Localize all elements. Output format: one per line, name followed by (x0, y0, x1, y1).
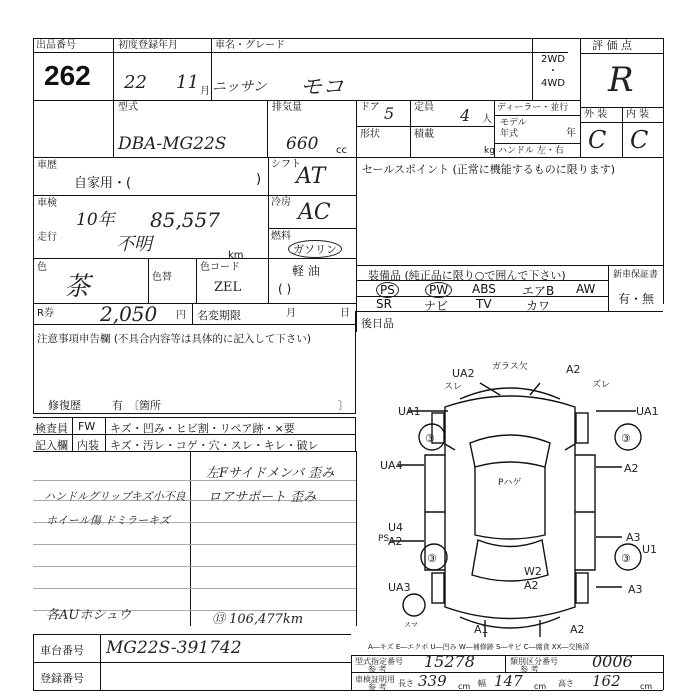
reg-cert-label: 車検証明用 (355, 675, 395, 684)
interior-entry-label: 内装 (77, 439, 99, 452)
car-damage-diagram (360, 355, 665, 655)
height-label: 高さ (558, 679, 574, 688)
diag-label-ua1-left: UA1 (398, 405, 421, 418)
year-unit: 年 (566, 128, 576, 139)
history-label: 車歴 (37, 160, 57, 171)
diag-circle-rr: ③ (621, 552, 631, 565)
km-unit: km (228, 250, 244, 261)
diag-label-a2-bottom: A2 (570, 623, 585, 636)
diag-label-a3-right: A3 (626, 531, 641, 544)
width-unit: cm (534, 682, 547, 691)
car-name-label: 車名・グレード (215, 40, 285, 51)
color-label: 色 (37, 262, 47, 273)
entry-label: 記入欄 (35, 439, 68, 452)
equip-sr: SR (376, 297, 392, 311)
length-value: 339 (418, 672, 447, 690)
width-value: 147 (494, 672, 523, 690)
fw-label: FW (78, 420, 96, 433)
maker-name: ニッサン (212, 79, 267, 95)
history-value: 自家用・( (74, 176, 132, 191)
diag-label-w2: W2 (524, 565, 542, 578)
handwritten-note-5: 各AUホシュウ (46, 608, 132, 623)
fuel-paren: ( ) (278, 282, 292, 296)
height-value: 162 (592, 672, 621, 690)
diag-circle-fr: ③ (621, 432, 631, 445)
diag-label-a2-top: A2 (566, 363, 581, 376)
first-reg-month: 11 (176, 72, 199, 93)
diag-label-u1: U1 (642, 543, 658, 556)
diag-label-a3-rear: A3 (628, 583, 643, 596)
displacement-label: 排気量 (272, 102, 302, 113)
height-unit: cm (640, 682, 653, 691)
diag-label-phage: Pハゲ (498, 478, 522, 488)
diag-circle-rl: ③ (427, 552, 437, 565)
handwritten-note-2: ロアサポート 歪み (208, 490, 317, 505)
grade-label: 評 価 点 (592, 39, 632, 52)
sales-point-label: セールスポイント (正常に機能するものに限ります) (362, 163, 616, 176)
inspector-label: 検査員 (35, 422, 68, 435)
width-label: 幅 (478, 679, 486, 688)
handwritten-note-1: 左Fサイドメンバ 歪み (206, 466, 335, 481)
repair-close: 〕 (338, 399, 349, 412)
name-change-label: 名変期限 (197, 309, 241, 322)
model-name: モコ (300, 75, 345, 100)
diag-label-a2-rear: A2 (524, 579, 539, 592)
warranty-value: 有・無 (618, 292, 655, 306)
ref-label-3: 参 考 (368, 683, 387, 692)
displacement-unit: cc (336, 145, 347, 156)
type-label: 型式 (118, 102, 138, 113)
diag-label-spare: スマ (404, 621, 418, 629)
diag-label-ps: PS (378, 534, 390, 544)
class-value: 0006 (592, 652, 633, 671)
displacement-value: 660 (286, 134, 319, 154)
color-value: 茶 (64, 272, 91, 302)
history-close: ) (256, 172, 262, 187)
equip-leather: カワ (526, 299, 551, 313)
capacity-value: 4 (460, 106, 471, 125)
exterior-grade: C (588, 126, 607, 154)
name-change-month: 月 (286, 308, 296, 319)
aftermarket-label: 後日品 (361, 317, 394, 330)
handle-label: ハンドル 左・右 (498, 146, 564, 156)
shape-label: 形状 (360, 129, 380, 140)
first-reg-label: 初度登録年月 (118, 40, 178, 51)
first-reg-year: 22 (124, 72, 147, 93)
repair-label: 修復歴 (48, 399, 81, 412)
chassis-label: 車台番号 (40, 644, 84, 657)
mileage-value: 85,557 (150, 208, 220, 232)
type-cert-value: 15278 (424, 652, 475, 671)
diagram-legend: A―キズ E―エクボ U―凹み W―補修跡 S―サビ C―腐食 XX―交換済 (368, 643, 590, 651)
r-ticket-value: 2,050 (100, 302, 158, 326)
diag-label-zure: ズレ (592, 380, 611, 390)
ref-label-2: 参 考 (520, 665, 539, 674)
fw-items: キズ・凹み・ヒビ割・リペア跡・×要 (110, 422, 295, 435)
model-year-label-2: 年式 (500, 129, 519, 139)
equip-pw: PW (425, 282, 452, 298)
dealer-label: ディーラー・並行 (497, 103, 569, 113)
equipment-label: 装備品 (純正品に限り○で囲んで下さい) (368, 269, 566, 282)
diag-label-ua1-right: UA1 (636, 405, 659, 418)
chassis-value: MG22S-391742 (106, 638, 242, 658)
aircon-label: 冷房 (271, 197, 291, 208)
doors-label: ドア (360, 102, 380, 113)
ref-label-1: 参 考 (368, 665, 387, 674)
length-unit: cm (458, 682, 471, 691)
month-unit: 月 (200, 86, 210, 97)
model-year-label-1: モデル (500, 118, 527, 128)
interior-items: キズ・汚レ・コゲ・穴・スレ・キレ・破レ (110, 439, 319, 452)
repair-value: 有 (112, 399, 123, 412)
capacity-unit: 人 (482, 114, 492, 125)
doors-value: 5 (384, 104, 395, 123)
drive-4wd: 4WD (541, 78, 565, 89)
class-label: 類別区分番号 (510, 657, 558, 666)
interior-label: 内 装 (626, 109, 650, 120)
exterior-label: 外 装 (584, 109, 608, 120)
warranty-label: 新車保証書 (613, 270, 659, 280)
diag-label-a2-left: A2 (388, 535, 403, 548)
fuel-value: ガソリン (288, 240, 342, 258)
r-ticket-label: R券 (37, 308, 54, 319)
grade-value: R (608, 60, 634, 100)
equip-aw: AW (576, 282, 596, 296)
drive-dot: ・ (548, 66, 558, 77)
fuel-label: 燃料 (271, 231, 291, 242)
repair-bracket: 〔箇所 (128, 399, 161, 412)
name-change-day: 日 (340, 308, 350, 319)
shift-label: シフト (271, 159, 301, 170)
capacity-label: 定員 (414, 102, 434, 113)
diag-label-a2-right: A2 (624, 462, 639, 475)
diag-label-a1-bottom: A1 (474, 623, 489, 636)
equip-airbag: エアB (522, 284, 555, 298)
handwritten-note-4: ホイール傷 ドミラーキズ (46, 514, 171, 527)
color-code-label: 色コード (200, 262, 240, 273)
color-code-value: ZEL (214, 280, 242, 295)
type-cert-label: 型式指定番号 (355, 657, 403, 666)
diag-label-ua3: UA3 (388, 581, 411, 594)
diag-label-u4: U4 (388, 521, 404, 534)
interior-grade: C (630, 126, 649, 154)
diag-label-sure-top: スレ (444, 382, 463, 392)
fuel-other: 軽 油 (292, 264, 320, 278)
lot-label: 出品番号 (36, 40, 76, 51)
diag-label-ua2-top: UA2 (452, 367, 475, 380)
diag-label-ua4: UA4 (380, 459, 403, 472)
handwritten-note-6: ⑬ 106,477km (212, 612, 304, 627)
load-unit: kg (484, 146, 495, 156)
mileage-note: 不明 (116, 234, 152, 255)
notice-label: 注意事項申告欄 (不具合内容等は具体的に記入して下さい) (37, 333, 312, 345)
drive-2wd: 2WD (541, 54, 565, 65)
reg-label: 登録番号 (40, 672, 84, 685)
inspection-label: 車検 (37, 198, 57, 209)
inspection-value: 10年 (76, 210, 115, 230)
equip-abs: ABS (472, 282, 496, 296)
load-label: 積載 (414, 129, 434, 140)
aircon-value: AC (298, 200, 331, 225)
length-label: 長さ (398, 679, 414, 688)
mileage-label: 走行 (37, 232, 57, 243)
equip-tv: TV (476, 297, 492, 311)
color-change-label: 色替 (152, 272, 172, 283)
diag-label-glass: ガラス欠 (492, 362, 528, 372)
equip-navi: ナビ (424, 299, 449, 313)
yen-unit: 円 (176, 310, 186, 321)
diag-circle-fl: ③ (425, 432, 435, 445)
shift-value: AT (296, 164, 326, 189)
lot-number: 262 (44, 60, 91, 91)
type-value: DBA-MG22S (118, 134, 227, 154)
handwritten-note-3: ハンドルグリップキズ小不良 (44, 490, 186, 503)
equip-ps: PS (376, 282, 399, 298)
